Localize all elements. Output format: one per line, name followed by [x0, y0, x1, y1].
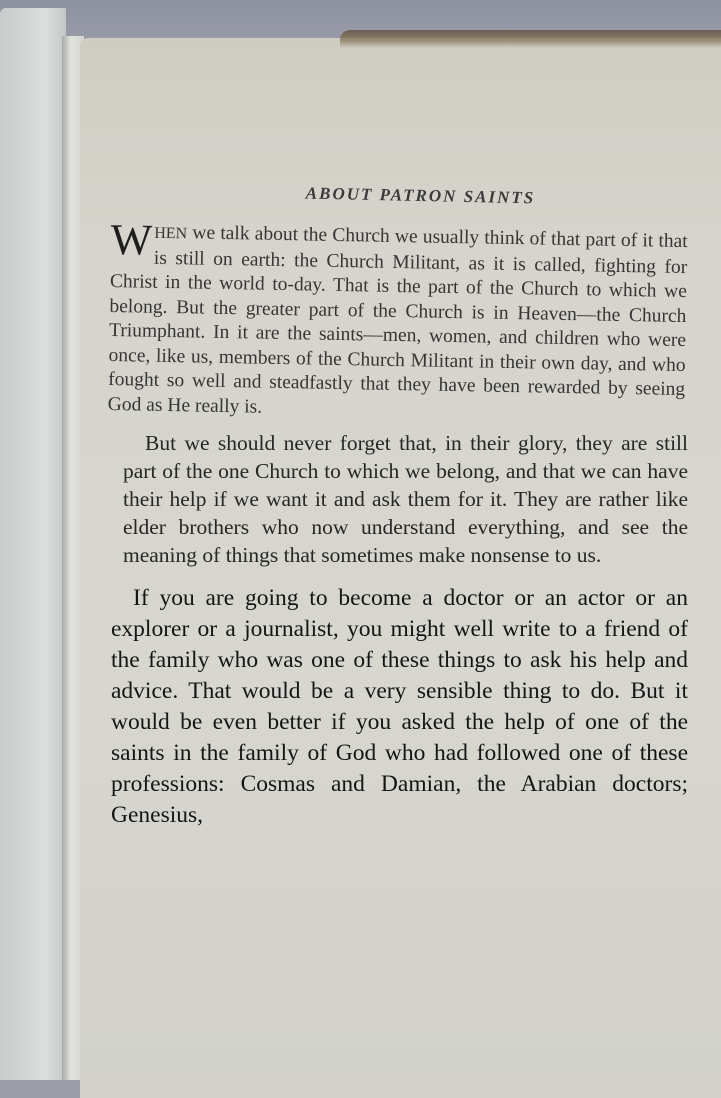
paragraph-text: If you are going to become a doctor or an actor or an explorer or a journalist, you might well write to a friend of the family who was one of these things to ask his help and advice. That would be a very sensible thing to do. But it would be even better if you asked the help of one of the saints in the family of God who had followed one of these professions: Cosmas and Damian, the Arabian doctors; Genesius, — [111, 585, 688, 828]
page-content — [103, 183, 688, 831]
paragraph-lead: HEN — [154, 224, 188, 243]
page-heading: ABOUT PATRON SAINTS — [305, 183, 536, 208]
paragraph-text: But we should never forget that, in their glory, they are still part of the one Church to which we belong, and that we can have their help if we want it and ask them for it. They are rather like elder brothers who now understand everything, and see the meaning of things that sometimes make nonsense to us. — [123, 431, 688, 567]
paragraph-2 — [123, 429, 688, 569]
paragraph-text: we talk about the Church we usually think of that part of it that is still on earth: the Church Militant, as it is called, fighting for Christ in the world to-day. That is the part of the Church to which we belong. But the greater part of the Church is in Heaven—the Church Triumphant. In it are the saints—men, women, and children who were once, like us, members of the Church Militant in their own day, and who fought so well and steadfastly that they have been rewarded by seeing God as He really is. — [107, 222, 688, 418]
paragraph-3 — [111, 583, 688, 831]
left-page-leaf — [0, 8, 66, 1080]
drop-cap: W — [110, 215, 153, 265]
page-edge-stain — [340, 30, 721, 48]
paragraph-1 — [107, 215, 688, 427]
